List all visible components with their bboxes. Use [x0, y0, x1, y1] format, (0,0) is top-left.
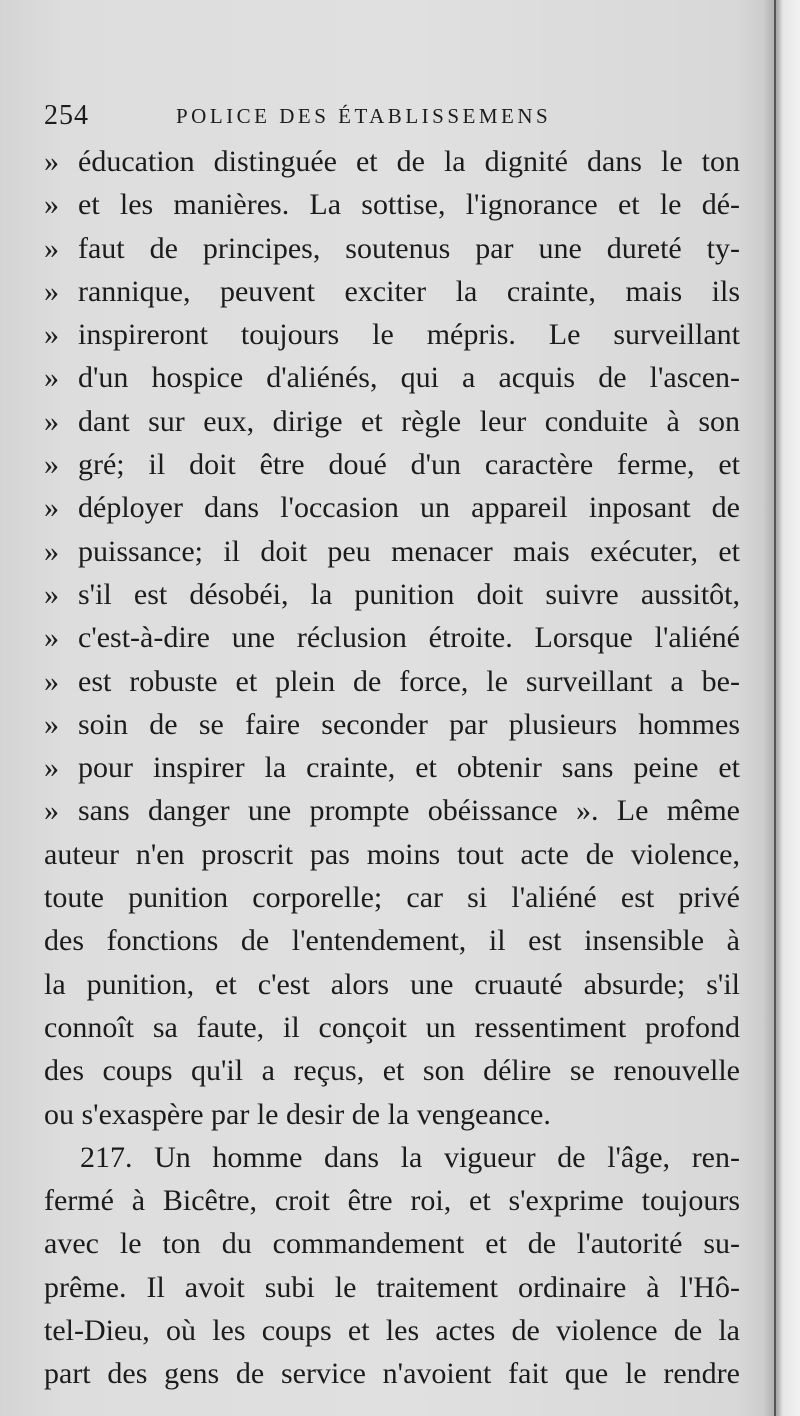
line-text: rannique, peuvent exciter la crainte, mais ils [78, 274, 740, 308]
line-text: des coups qu'il a reçus, et son délire se renouvelle [44, 1054, 740, 1088]
text-line [44, 746, 740, 789]
text-line [44, 1309, 740, 1352]
text-line [44, 789, 740, 832]
page-edge-line [774, 0, 776, 1416]
quote-mark: » [44, 274, 59, 308]
line-text: connoît sa faute, il conçoit un ressentiment profond [44, 1010, 740, 1044]
line-text: gré; il doit être doué d'un caractère ferme, et [78, 448, 740, 482]
page-header [44, 100, 734, 136]
text-line [44, 183, 740, 226]
text-line [44, 573, 740, 616]
line-text: inspireront toujours le mépris. Le surveillant [78, 318, 740, 352]
text-line [44, 703, 740, 746]
text-line [44, 1136, 740, 1179]
text-line [44, 486, 740, 529]
line-text: dant sur eux, dirige et règle leur conduite à son [78, 404, 740, 438]
line-text: ou s'exaspère par le desir de la vengeance. [44, 1097, 551, 1131]
quote-mark: » [44, 231, 59, 265]
text-line [44, 1266, 740, 1309]
line-text: éducation distinguée et de la dignité dans le ton [78, 145, 740, 178]
text-line [44, 1093, 740, 1136]
quote-mark: » [44, 751, 59, 785]
line-text: auteur n'en proscrit pas moins tout acte de violence, [44, 837, 740, 871]
quote-mark: » [44, 361, 59, 395]
quote-mark: » [44, 188, 59, 222]
quote-mark: » [44, 621, 59, 655]
line-text: sans danger une prompte obéissance ». Le même [78, 794, 740, 828]
quote-mark: » [44, 491, 59, 525]
line-text: pour inspirer la crainte, et obtenir sans peine et [78, 751, 740, 785]
text-line [44, 443, 740, 486]
line-text: s'il est désobéi, la punition doit suivre aussitôt, [78, 577, 740, 611]
line-text: d'un hospice d'aliénés, qui a acquis de l'ascen- [78, 361, 740, 395]
line-text: la punition, et c'est alors une cruauté absurde; s'il [44, 967, 740, 1001]
page-number: 254 [44, 100, 89, 131]
line-text: 217. Un homme dans la vigueur de l'âge, ren- [80, 1140, 740, 1174]
quote-mark: » [44, 404, 59, 438]
quote-mark: » [44, 448, 59, 482]
line-text: et les manières. La sottise, l'ignorance et le dé- [78, 188, 740, 222]
body-text [44, 140, 740, 1396]
text-line [44, 1179, 740, 1222]
text-line [44, 227, 740, 270]
text-line [44, 1222, 740, 1265]
quote-mark: » [44, 318, 59, 352]
line-text: est robuste et plein de force, le surveillant a be- [78, 664, 740, 698]
text-line [44, 1352, 740, 1395]
line-text: puissance; il doit peu menacer mais exécuter, et [78, 534, 740, 568]
text-line [44, 356, 740, 399]
line-text: prême. Il avoit subi le traitement ordinaire à l'Hô- [44, 1270, 740, 1304]
text-line [44, 400, 740, 443]
text-line [44, 140, 740, 183]
quote-mark: » [44, 664, 59, 698]
line-text: déployer dans l'occasion un appareil inposant de [78, 491, 740, 525]
text-line [44, 963, 740, 1006]
quote-mark: » [44, 794, 59, 828]
line-text: fermé à Bicêtre, croit être roi, et s'exprime toujours [44, 1184, 740, 1218]
line-text: soin de se faire seconder par plusieurs hommes [78, 707, 740, 741]
text-line [44, 919, 740, 962]
text-line [44, 1049, 740, 1092]
line-text: des fonctions de l'entendement, il est insensible à [44, 924, 740, 958]
text-line [44, 833, 740, 876]
line-text: tel-Dieu, où les coups et les actes de violence de la [44, 1314, 740, 1348]
line-text: part des gens de service n'avoient fait que le rendre [44, 1357, 740, 1391]
text-line [44, 876, 740, 919]
text-line [44, 313, 740, 356]
running-head: POLICE DES ÉTABLISSEMENS [176, 104, 552, 128]
line-text: toute punition corporelle; car si l'aliéné est privé [44, 881, 740, 915]
text-line [44, 660, 740, 703]
text-line [44, 1006, 740, 1049]
line-text: faut de principes, soutenus par une dureté ty- [78, 231, 740, 265]
line-text: avec le ton du commandement et de l'autorité su- [44, 1227, 740, 1261]
quote-mark: » [44, 707, 59, 741]
line-text: c'est-à-dire une réclusion étroite. Lorsque l'aliéné [78, 621, 740, 655]
quote-mark: » [44, 145, 59, 178]
text-line [44, 270, 740, 313]
text-line [44, 616, 740, 659]
quote-mark: » [44, 534, 59, 568]
text-line [44, 530, 740, 573]
page-gutter [762, 0, 800, 1416]
quote-mark: » [44, 577, 59, 611]
